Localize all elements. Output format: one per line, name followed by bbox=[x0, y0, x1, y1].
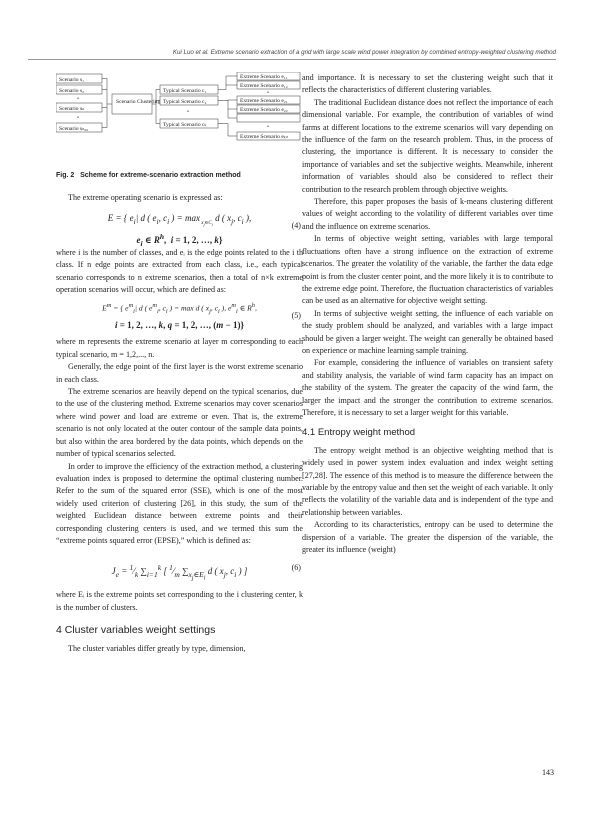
figure-2 bbox=[56, 72, 303, 168]
equation-4: E = { $e_i|$ d ( $e_i$, $c_i$ ) = max $_{x_j\in C_i}$ d ( $x_j$, $c_i$ ), $e_i$ ∈ $R^h$, i = 1, 2, …, k} (4) bbox=[107, 212, 301, 248]
paragraph: The traditional Euclidean distance does not reflect the importance of each dimensional variable. For example, the contribution of variables of wind farms at different locations to the extreme scenarios will vary depending on the influence of the farm on the research problem. Thus, in the process of clustering, the importance is different. It is necessary to consider the importance of variables and set the subjective weights. Meanwhile, inherent information of variables should also be considered to reflect their contribution to the research problem through objective weights. bbox=[302, 97, 553, 194]
extreme-e11-label: Extreme Scenario e₁₁ bbox=[240, 74, 288, 80]
header-rule bbox=[28, 59, 556, 60]
paragraph: For example, considering the influence of variables on transient safety and stability analysis, the variable of wind farm capacity has an impact on the stability of the system. The greater the capacity of the wind farm, the larger the impact and the stronger the contribution to extreme scenarios. Therefore, it is necessary to set a larger weight for this variable. bbox=[302, 358, 553, 417]
dot: • bbox=[77, 115, 79, 121]
paragraph: In terms of objective weight setting, variables with large temporal fluctuations often have a strong influence on the extraction of extreme scenarios. The greater the volatility of the variable, the farther the data edge point is from the cluster center point, and the more likely it is to contribute to the extreme edge point. Therefore, the fluctuation characteristics of variables can be used as an alternative for objective weight setting. bbox=[302, 234, 553, 306]
paragraph: where Eᵢ is the extreme points set corresponding to the i clustering center, k is the number of clusters. bbox=[56, 590, 303, 612]
scheme-diagram bbox=[56, 72, 303, 168]
scenario-s2-label: Scenario s₂ bbox=[59, 88, 85, 94]
paragraph: In terms of subjective weight setting, the influence of each variable on the study problem should be analyzed, and variables with a large impact should be given a larger weight. The weight can generally be obtained based on experience or machine learning sample training. bbox=[302, 308, 553, 355]
figure-caption-text: Scheme for extreme-scenario extraction method bbox=[80, 172, 241, 179]
extreme-e22-label: Extreme Scenario e₂₂ bbox=[240, 107, 288, 113]
paragraph: The extreme scenarios are heavily depend on the typical scenarios, due to the use of the clustering method. Extreme scenarios may cover scenarios where wind power and load are extreme or even. That is, the extreme scenario is not only located at the outer contour of the sample data points, but also within the area bordered by the data points, which depends on the number of typical scenarios selected. bbox=[56, 387, 303, 459]
equation-number: (6) bbox=[291, 563, 301, 573]
left-column bbox=[56, 72, 303, 655]
paragraph: According to its characteristics, entropy can be used to determine the dispersion of a variable. The greater the dispersion of the variable, the greater its influence (weight) bbox=[302, 520, 553, 555]
dot: • bbox=[77, 96, 79, 102]
equation-5: $E^m$ = { $e^m_i|$ d ( $e^m_i$, $c_i$ ) = max d ( $x_j$, $c_i$ ), $e^m_i$ ∈ $R^h$, i = 1, 2, …, k, q = 1, 2, …, (m − 1)} (5) bbox=[102, 302, 301, 330]
paragraph: The entropy weight method is an objective weighting method that is widely used in power system index evaluation and index weight setting [27,28]. The essence of this method is to measure the difference between the variable by the entropy value and then set the weight of each variable. It only reflects the volatility of the variable data and is independent of the type and relationship between variables. bbox=[302, 445, 553, 517]
typical-c2-label: Typical Scenario c₂ bbox=[163, 99, 207, 105]
paragraph: The extreme operating scenario is expressed as: bbox=[68, 193, 223, 203]
scenario-sn-label: Scenario sₙ bbox=[59, 106, 85, 112]
extreme-e21-label: Extreme Scenario e₂₁ bbox=[240, 98, 288, 104]
typical-ck-label: Typical Scenario cₖ bbox=[163, 122, 207, 128]
dot: • bbox=[267, 90, 269, 96]
dot: • bbox=[267, 124, 269, 130]
page-number: 143 bbox=[542, 768, 554, 777]
running-header: Kui Luo et al. Extreme scenario extraction of a grid with large scale wind power integration by combined entropy-weighted clustering method bbox=[172, 49, 556, 56]
extreme-ekn-label: Extreme Scenario eₖₙ bbox=[240, 134, 289, 140]
paragraph: Generally, the edge point of the first layer is the worst extreme scenario in each class. bbox=[56, 362, 303, 384]
section-heading: 4 Cluster variables weight settings bbox=[56, 624, 216, 637]
clustering-label: Scenario Clustering bbox=[116, 99, 161, 105]
equation-number: (5) bbox=[291, 311, 301, 321]
figure-caption bbox=[56, 170, 303, 182]
extreme-e12-label: Extreme Scenario e₁₂ bbox=[240, 83, 288, 89]
paragraph: and importance. It is necessary to set the clustering weight such that it reflects the characteristics of different clustering variables. bbox=[302, 73, 553, 95]
dot: • bbox=[187, 109, 189, 115]
scenario-s500-label: Scenario sₙ₀₀ bbox=[59, 126, 89, 132]
subsection-heading: 4.1 Entropy weight method bbox=[302, 427, 416, 439]
paragraph: where m represents the extreme scenario at layer m corresponding to each typical scenario, m = 1,2,..., n. bbox=[56, 337, 303, 359]
figure-caption-label: Fig. 2 bbox=[56, 172, 75, 179]
paragraph: Therefore, this paper proposes the basis of k-means clustering different values of weight according to the volatility of different variables over time and the influence on extreme scenarios. bbox=[302, 197, 553, 231]
equation-number: (4) bbox=[291, 220, 301, 230]
right-column bbox=[302, 72, 553, 556]
paragraph: In order to improve the efficiency of the extraction method, a clustering evaluation index is proposed to determine the optimal clustering number. Refer to the sum of the squared error (SSE), which is one of the most widely used criterion of clustering [26], in this study, the sum of the weighted Euclidean distance between extreme points and their corresponding clustering centers is used, and we termed this sum the “extreme points squared error (EPSE),” which is defined as: bbox=[56, 461, 303, 545]
scenario-s1-label: Scenario s₁ bbox=[59, 77, 85, 83]
paragraph: where i is the number of classes, and eᵢ is the edge points related to the i th class. If n edge points are extracted from each class, i.e., each typical scenario corresponds to n extreme scenarios, then a total of n×k extreme operation scenarios will occur, which are defined as: bbox=[56, 247, 303, 295]
equation-6: $J_e$ = $^1⁄_k$ $\sum_{i=1}^k$ [ $^1⁄_m$ $\sum_{x_j\in E_i}$ d ( $x_j$, $c_i$ ) ] (6) bbox=[56, 551, 303, 585]
paragraph: The cluster variables differ greatly by type, dimension, bbox=[68, 643, 246, 653]
typical-c1-label: Typical Scenario c₁ bbox=[163, 88, 207, 94]
